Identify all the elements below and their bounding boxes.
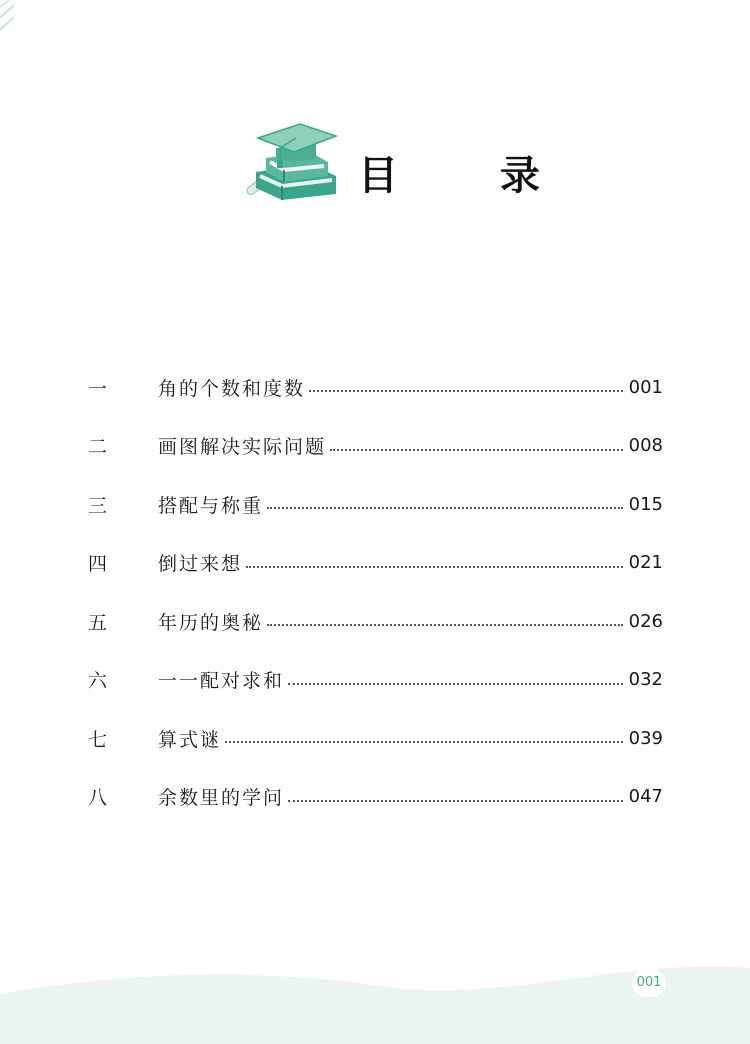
chapter-title: 倒过来想 [158, 553, 243, 576]
graduation-books-icon [240, 120, 340, 220]
chapter-number: 六 [88, 670, 108, 693]
chapter-page: 021 [628, 552, 663, 574]
chapter-title: 余数里的学问 [158, 787, 285, 810]
chapter-page: 047 [628, 786, 663, 808]
chapter-page: 026 [628, 610, 663, 632]
chapter-number: 一 [88, 377, 108, 400]
chapter-title: 角的个数和度数 [158, 377, 306, 400]
chapter-number: 三 [88, 494, 108, 517]
chapter-number: 五 [88, 611, 108, 634]
page-title: 目 录 [358, 153, 584, 199]
chapter-title: 画图解决实际问题 [158, 436, 327, 459]
chapter-page: 001 [628, 376, 663, 398]
toc-row[interactable] [88, 651, 663, 710]
table-of-contents [88, 358, 663, 826]
toc-row[interactable] [88, 768, 663, 827]
toc-row[interactable] [88, 417, 663, 476]
chapter-page: 008 [628, 435, 663, 457]
chapter-number: 四 [88, 553, 108, 576]
dot-leader [288, 800, 623, 802]
toc-row[interactable] [88, 475, 663, 534]
dot-leader [330, 449, 623, 451]
chapter-number: 七 [88, 728, 108, 751]
dot-leader [246, 566, 623, 568]
toc-row[interactable] [88, 534, 663, 593]
chapter-page: 015 [628, 493, 663, 515]
chapter-number: 二 [88, 436, 108, 459]
dot-leader [225, 741, 623, 743]
chapter-title: 搭配与称重 [158, 494, 264, 517]
dot-leader [309, 390, 623, 392]
dot-leader [267, 624, 623, 626]
toc-row[interactable] [88, 358, 663, 417]
page-number-badge: 001 [632, 969, 666, 997]
chapter-title: 一一配对求和 [158, 670, 285, 693]
toc-row[interactable] [88, 592, 663, 651]
chapter-title: 年历的奥秘 [158, 611, 264, 634]
chapter-page: 039 [628, 727, 663, 749]
dot-leader [267, 507, 623, 509]
toc-row[interactable] [88, 709, 663, 768]
dot-leader [288, 683, 623, 685]
toc-header [240, 120, 584, 220]
chapter-number: 八 [88, 787, 108, 810]
corner-stripes-decoration [0, 0, 20, 40]
chapter-page: 032 [628, 669, 663, 691]
chapter-title: 算式谜 [158, 728, 222, 751]
footer-wave-decoration [0, 950, 750, 1044]
